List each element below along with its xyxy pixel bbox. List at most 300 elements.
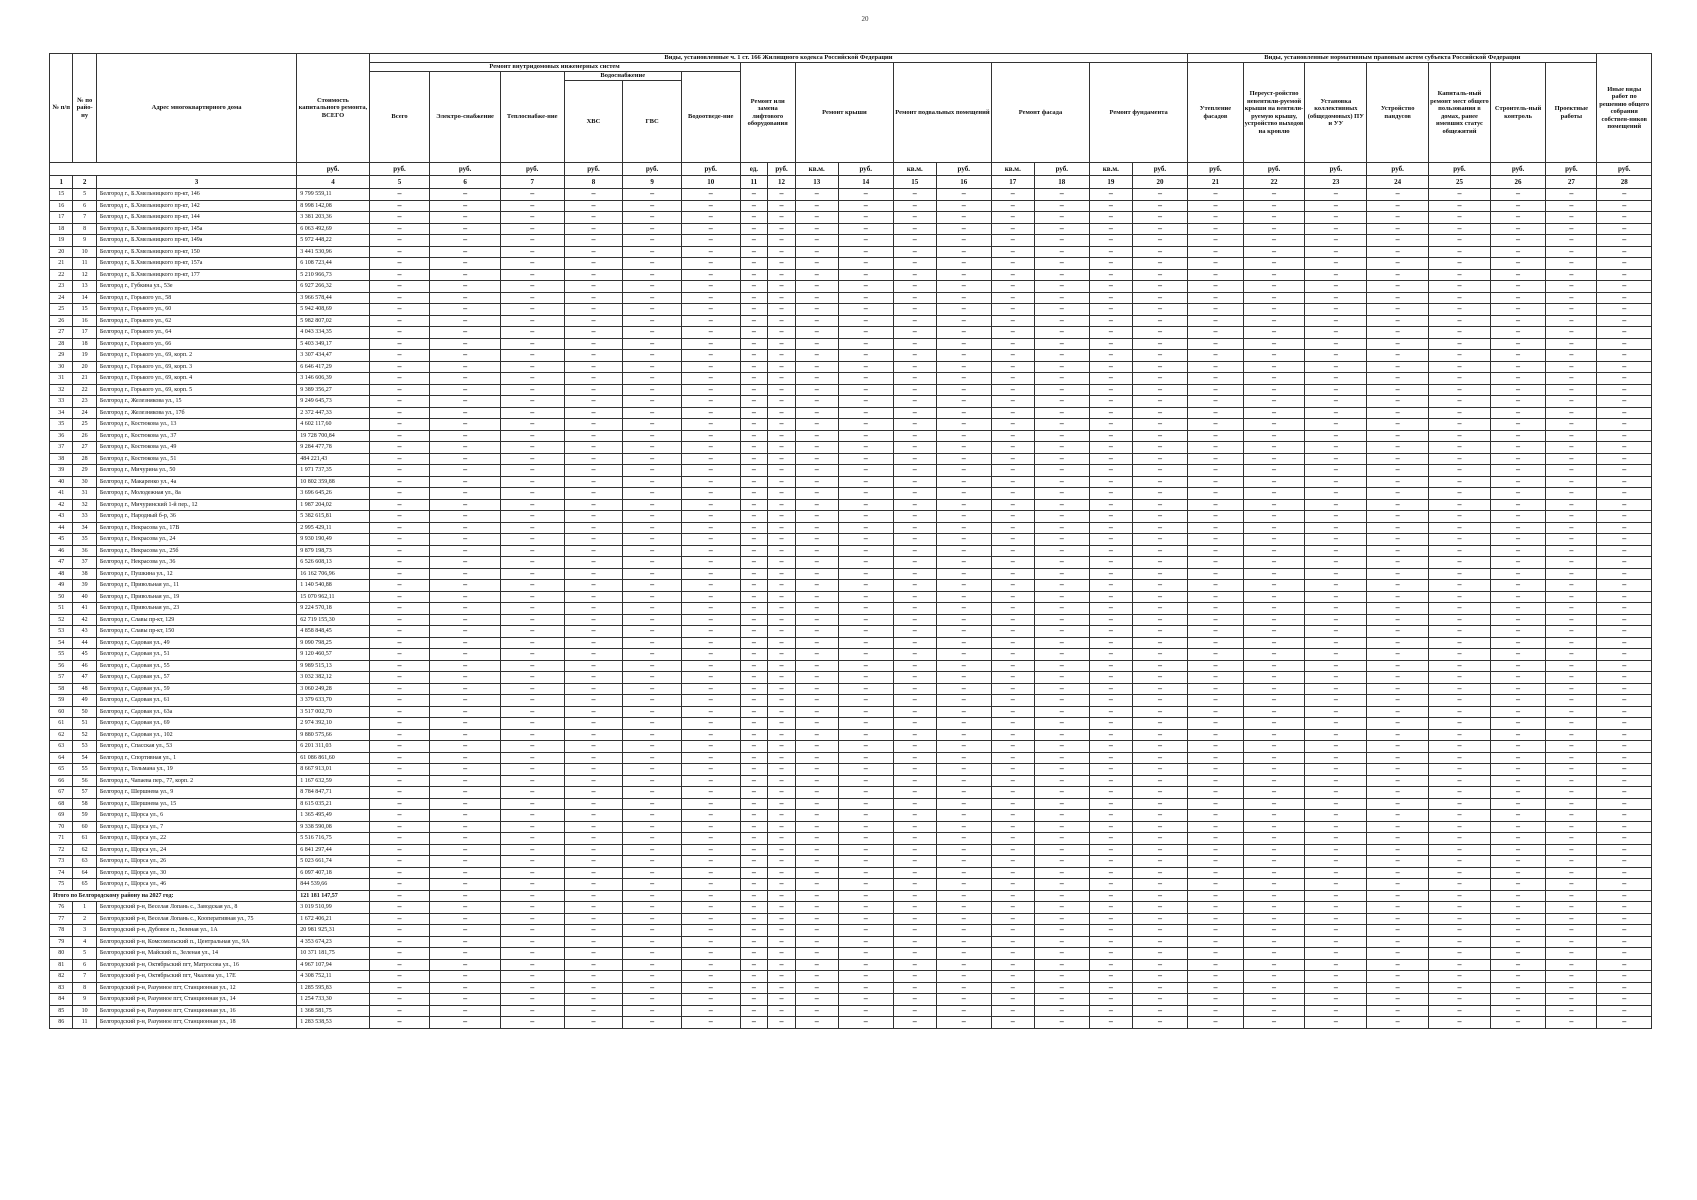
row-district-number: 63 (73, 856, 96, 868)
dash-cell: – (564, 936, 623, 948)
dash-cell: – (1490, 913, 1545, 925)
dash-cell: – (991, 534, 1034, 546)
dash-cell: – (838, 614, 893, 626)
dash-cell: – (500, 522, 564, 534)
dash-cell: – (768, 453, 796, 465)
dash-cell: – (500, 994, 564, 1006)
dash-cell: – (936, 557, 991, 569)
dash-cell: – (1305, 568, 1367, 580)
dash-cell: – (500, 465, 564, 477)
dash-cell: – (1305, 557, 1367, 569)
dash-cell: – (740, 373, 768, 385)
dash-cell: – (681, 683, 740, 695)
row-number: 65 (50, 764, 73, 776)
dash-cell: – (768, 844, 796, 856)
row-district-number: 33 (73, 511, 96, 523)
dash-cell: – (430, 327, 500, 339)
dash-cell: – (795, 522, 838, 534)
dash-cell: – (1367, 672, 1429, 684)
row-cost: 3 019 510,99 (297, 902, 369, 914)
dash-cell: – (1429, 212, 1491, 224)
row-cost: 2 995 429,11 (297, 522, 369, 534)
dash-cell: – (430, 764, 500, 776)
dash-cell: – (430, 292, 500, 304)
dash-cell: – (1132, 235, 1188, 247)
dash-cell: – (768, 741, 796, 753)
dash-cell: – (1597, 522, 1652, 534)
dash-cell: – (1034, 752, 1089, 764)
dash-cell: – (681, 384, 740, 396)
dash-cell: – (1429, 476, 1491, 488)
dash-cell: – (1597, 649, 1652, 661)
dash-cell: – (500, 925, 564, 937)
dash-cell: – (893, 591, 936, 603)
row-cost: 20 981 925,31 (297, 925, 369, 937)
dash-cell: – (936, 269, 991, 281)
dash-cell: – (1305, 672, 1367, 684)
dash-cell: – (795, 775, 838, 787)
dash-cell: – (893, 718, 936, 730)
dash-cell: – (1132, 982, 1188, 994)
row-cost: 1 254 733,30 (297, 994, 369, 1006)
dash-cell: – (681, 200, 740, 212)
dash-cell: – (1090, 281, 1133, 293)
dash-cell: – (369, 856, 430, 868)
dash-cell: – (1090, 867, 1133, 879)
dash-cell: – (623, 614, 682, 626)
dash-cell: – (430, 913, 500, 925)
dash-cell: – (564, 407, 623, 419)
dash-cell: – (430, 660, 500, 672)
dash-cell: – (838, 465, 893, 477)
row-district-number: 10 (73, 246, 96, 258)
dash-cell: – (369, 419, 430, 431)
dash-cell: – (795, 603, 838, 615)
dash-cell: – (623, 672, 682, 684)
row-address: Белгород г., Щорса ул., 7 (96, 821, 296, 833)
dash-cell: – (1490, 994, 1545, 1006)
unit-cell: руб. (564, 163, 623, 176)
dash-cell: – (838, 936, 893, 948)
dash-cell: – (1034, 212, 1089, 224)
column-number: 25 (1429, 176, 1491, 189)
dash-cell: – (893, 971, 936, 983)
dash-cell: – (1243, 522, 1305, 534)
dash-cell: – (1367, 407, 1429, 419)
dash-cell: – (1490, 281, 1545, 293)
dash-cell: – (369, 476, 430, 488)
dash-cell: – (564, 775, 623, 787)
dash-cell: – (623, 557, 682, 569)
dash-cell: – (1367, 568, 1429, 580)
dash-cell: – (430, 959, 500, 971)
dash-cell: – (369, 522, 430, 534)
dash-cell: – (1034, 729, 1089, 741)
dash-cell: – (430, 557, 500, 569)
row-address: Белгород г., Костюкова ул., 13 (96, 419, 296, 431)
header-group-water: Водоснабжение (564, 72, 681, 81)
table-row (50, 281, 1652, 293)
dash-cell: – (369, 557, 430, 569)
row-address: Белгород г., Садовая ул., 59 (96, 683, 296, 695)
dash-cell: – (369, 867, 430, 879)
dash-cell: – (1429, 925, 1491, 937)
dash-cell: – (740, 223, 768, 235)
dash-cell: – (1490, 867, 1545, 879)
dash-cell: – (1305, 637, 1367, 649)
row-cost: 2 372 447,33 (297, 407, 369, 419)
dash-cell: – (1490, 672, 1545, 684)
dash-cell: – (1305, 614, 1367, 626)
dash-cell: – (564, 948, 623, 960)
dash-cell: – (991, 787, 1034, 799)
dash-cell: – (936, 833, 991, 845)
dash-cell: – (795, 729, 838, 741)
column-number: 17 (991, 176, 1034, 189)
dash-cell: – (369, 660, 430, 672)
dash-cell: – (838, 557, 893, 569)
dash-cell: – (991, 879, 1034, 891)
dash-cell: – (991, 557, 1034, 569)
dash-cell: – (369, 258, 430, 270)
dash-cell: – (991, 442, 1034, 454)
dash-cell: – (1597, 281, 1652, 293)
dash-cell: – (1546, 511, 1597, 523)
dash-cell: – (623, 844, 682, 856)
header-other: Иные виды работ по решению общего собрания собствен-ников помещений (1597, 54, 1652, 163)
dash-cell: – (623, 246, 682, 258)
dash-cell: – (991, 1005, 1034, 1017)
column-number: 3 (96, 176, 296, 189)
dash-cell: – (430, 419, 500, 431)
dash-cell: – (564, 982, 623, 994)
row-district-number: 23 (73, 396, 96, 408)
dash-cell: – (838, 959, 893, 971)
row-number: 26 (50, 315, 73, 327)
dash-cell: – (991, 384, 1034, 396)
dash-cell: – (936, 603, 991, 615)
dash-cell: – (1243, 338, 1305, 350)
dash-cell: – (1546, 373, 1597, 385)
dash-cell: – (1597, 913, 1652, 925)
dash-cell: – (991, 373, 1034, 385)
dash-cell: – (1429, 649, 1491, 661)
row-number: 71 (50, 833, 73, 845)
dash-cell: – (1367, 200, 1429, 212)
dash-cell: – (936, 223, 991, 235)
dash-cell: – (838, 212, 893, 224)
row-district-number: 6 (73, 200, 96, 212)
dash-cell: – (936, 292, 991, 304)
dash-cell: – (430, 545, 500, 557)
dash-cell: – (1305, 304, 1367, 316)
dash-cell: – (500, 706, 564, 718)
row-cost: 6 097 407,18 (297, 867, 369, 879)
dash-cell: – (430, 810, 500, 822)
dash-cell: – (740, 246, 768, 258)
dash-cell: – (795, 223, 838, 235)
dash-cell: – (838, 994, 893, 1006)
dash-cell: – (1305, 373, 1367, 385)
header-control: Строитель-ный контроль (1490, 63, 1545, 163)
dash-cell: – (681, 1005, 740, 1017)
dash-cell: – (1597, 971, 1652, 983)
table-row (50, 982, 1652, 994)
dash-cell: – (1367, 499, 1429, 511)
dash-cell: – (1090, 787, 1133, 799)
dash-cell: – (564, 649, 623, 661)
dash-cell: – (795, 327, 838, 339)
dash-cell: – (500, 258, 564, 270)
row-cost: 3 307 434,47 (297, 350, 369, 362)
row-address: Белгородский р-н, Веселая Лопань с., Заводская ул., 8 (96, 902, 296, 914)
dash-cell: – (893, 775, 936, 787)
dash-cell: – (430, 200, 500, 212)
dash-cell: – (1034, 994, 1089, 1006)
row-cost: 5 210 966,73 (297, 269, 369, 281)
dash-cell: – (768, 189, 796, 201)
dash-cell: – (795, 1005, 838, 1017)
dash-cell: – (564, 269, 623, 281)
row-number: 52 (50, 614, 73, 626)
row-cost: 1 283 538,53 (297, 1017, 369, 1029)
dash-cell: – (1034, 442, 1089, 454)
dash-cell: – (795, 281, 838, 293)
dash-cell: – (1546, 189, 1597, 201)
dash-cell: – (1546, 879, 1597, 891)
dash-cell: – (623, 833, 682, 845)
dash-cell: – (623, 522, 682, 534)
dash-cell: – (623, 212, 682, 224)
dash-cell: – (1034, 936, 1089, 948)
dash-cell: – (500, 603, 564, 615)
dash-cell: – (564, 890, 623, 902)
dash-cell: – (500, 833, 564, 845)
dash-cell: – (991, 189, 1034, 201)
dash-cell: – (1597, 798, 1652, 810)
dash-cell: – (369, 430, 430, 442)
table-row (50, 902, 1652, 914)
dash-cell: – (1090, 810, 1133, 822)
dash-cell: – (1429, 798, 1491, 810)
row-district-number: 45 (73, 649, 96, 661)
row-number: 37 (50, 442, 73, 454)
row-address: Белгород г., Славы пр-кт, 129 (96, 614, 296, 626)
dash-cell: – (1132, 189, 1188, 201)
dash-cell: – (1305, 729, 1367, 741)
dash-cell: – (1546, 534, 1597, 546)
dash-cell: – (623, 189, 682, 201)
dash-cell: – (1367, 821, 1429, 833)
dash-cell: – (1305, 948, 1367, 960)
header-ramps: Устройство пандусов (1367, 63, 1429, 163)
dash-cell: – (893, 936, 936, 948)
row-address: Белгород г., Славы пр-кт, 150 (96, 626, 296, 638)
dash-cell: – (838, 269, 893, 281)
dash-cell: – (500, 787, 564, 799)
dash-cell: – (430, 476, 500, 488)
dash-cell: – (1132, 672, 1188, 684)
table-row (50, 338, 1652, 350)
dash-cell: – (1367, 315, 1429, 327)
dash-cell: – (1243, 350, 1305, 362)
row-cost: 3 032 382,12 (297, 672, 369, 684)
dash-cell: – (991, 281, 1034, 293)
dash-cell: – (369, 994, 430, 1006)
dash-cell: – (369, 292, 430, 304)
dash-cell: – (1429, 890, 1491, 902)
dash-cell: – (564, 338, 623, 350)
dash-cell: – (1546, 626, 1597, 638)
table-row (50, 660, 1652, 672)
dash-cell: – (1490, 465, 1545, 477)
unit-cell: руб. (936, 163, 991, 176)
column-number: 19 (1090, 176, 1133, 189)
dash-cell: – (430, 994, 500, 1006)
header-group-internal: Ремонт внутридомовых инженерных систем (369, 63, 740, 72)
dash-cell: – (1597, 511, 1652, 523)
subtotal-row (50, 890, 1652, 902)
dash-cell: – (1243, 419, 1305, 431)
dash-cell: – (1090, 476, 1133, 488)
dash-cell: – (1367, 350, 1429, 362)
dash-cell: – (369, 212, 430, 224)
row-district-number: 35 (73, 534, 96, 546)
dash-cell: – (430, 281, 500, 293)
dash-cell: – (681, 1017, 740, 1029)
row-address: Белгородский р-н, Дубовое п., Зеленая ул., 1А (96, 925, 296, 937)
dash-cell: – (1090, 327, 1133, 339)
dash-cell: – (740, 442, 768, 454)
dash-cell: – (430, 614, 500, 626)
row-cost: 9 224 570,18 (297, 603, 369, 615)
dash-cell: – (1132, 925, 1188, 937)
dash-cell: – (1188, 304, 1243, 316)
dash-cell: – (1546, 821, 1597, 833)
dash-cell: – (1188, 350, 1243, 362)
dash-cell: – (1305, 327, 1367, 339)
dash-cell: – (838, 281, 893, 293)
dash-cell: – (1429, 614, 1491, 626)
dash-cell: – (1034, 568, 1089, 580)
row-cost: 9 879 198,73 (297, 545, 369, 557)
dash-cell: – (1090, 1005, 1133, 1017)
dash-cell: – (1367, 281, 1429, 293)
dash-cell: – (838, 258, 893, 270)
dash-cell: – (623, 971, 682, 983)
row-district-number: 12 (73, 269, 96, 281)
dash-cell: – (991, 971, 1034, 983)
dash-cell: – (1188, 269, 1243, 281)
dash-cell: – (1429, 844, 1491, 856)
dash-cell: – (1546, 476, 1597, 488)
dash-cell: – (991, 649, 1034, 661)
dash-cell: – (795, 580, 838, 592)
dash-cell: – (369, 304, 430, 316)
dash-cell: – (1429, 327, 1491, 339)
dash-cell: – (564, 246, 623, 258)
dash-cell: – (838, 338, 893, 350)
dash-cell: – (430, 856, 500, 868)
dash-cell: – (1132, 649, 1188, 661)
dash-cell: – (1243, 258, 1305, 270)
dash-cell: – (1090, 292, 1133, 304)
row-cost: 9 249 645,73 (297, 396, 369, 408)
dash-cell: – (369, 281, 430, 293)
dash-cell: – (838, 545, 893, 557)
dash-cell: – (1490, 315, 1545, 327)
dash-cell: – (623, 637, 682, 649)
dash-cell: – (1367, 384, 1429, 396)
dash-cell: – (1188, 534, 1243, 546)
row-number: 28 (50, 338, 73, 350)
dash-cell: – (1597, 315, 1652, 327)
dash-cell: – (500, 810, 564, 822)
dash-cell: – (1132, 568, 1188, 580)
header-n-district: № по райо-ну (73, 54, 96, 163)
dash-cell: – (740, 994, 768, 1006)
dash-cell: – (768, 442, 796, 454)
dash-cell: – (795, 442, 838, 454)
dash-cell: – (1305, 338, 1367, 350)
dash-cell: – (1490, 603, 1545, 615)
dash-cell: – (1243, 465, 1305, 477)
row-address: Белгород г., Садовая ул., 55 (96, 660, 296, 672)
column-number: 23 (1305, 176, 1367, 189)
dash-cell: – (768, 476, 796, 488)
row-address: Белгород г., Горького ул., 66 (96, 338, 296, 350)
dash-cell: – (740, 982, 768, 994)
dash-cell: – (1034, 902, 1089, 914)
dash-cell: – (1090, 246, 1133, 258)
dash-cell: – (991, 936, 1034, 948)
dash-cell: – (1305, 442, 1367, 454)
row-cost: 6 927 266,32 (297, 281, 369, 293)
dash-cell: – (991, 752, 1034, 764)
dash-cell: – (1132, 591, 1188, 603)
dash-cell: – (936, 913, 991, 925)
row-address: Белгород г., Костюкова ул., 49 (96, 442, 296, 454)
dash-cell: – (795, 557, 838, 569)
dash-cell: – (991, 902, 1034, 914)
row-address: Белгород г., Б.Хмельницкого пр-кт, 150 (96, 246, 296, 258)
dash-cell: – (991, 764, 1034, 776)
dash-cell: – (1132, 465, 1188, 477)
dash-cell: – (1243, 890, 1305, 902)
dash-cell: – (1546, 292, 1597, 304)
dash-cell: – (564, 603, 623, 615)
dash-cell: – (893, 810, 936, 822)
dash-cell: – (1188, 936, 1243, 948)
dash-cell: – (1546, 718, 1597, 730)
table-row (50, 971, 1652, 983)
dash-cell: – (1090, 821, 1133, 833)
dash-cell: – (1546, 948, 1597, 960)
dash-cell: – (564, 706, 623, 718)
dash-cell: – (623, 1017, 682, 1029)
dash-cell: – (1243, 695, 1305, 707)
dash-cell: – (991, 511, 1034, 523)
row-address: Белгородский р-н, Октябрьский пгт, Чкалова ул., 17Е (96, 971, 296, 983)
table-row (50, 396, 1652, 408)
dash-cell: – (1546, 603, 1597, 615)
dash-cell: – (1090, 350, 1133, 362)
dash-cell: – (1132, 511, 1188, 523)
dash-cell: – (936, 890, 991, 902)
dash-cell: – (681, 361, 740, 373)
dash-cell: – (991, 545, 1034, 557)
dash-cell: – (1367, 994, 1429, 1006)
